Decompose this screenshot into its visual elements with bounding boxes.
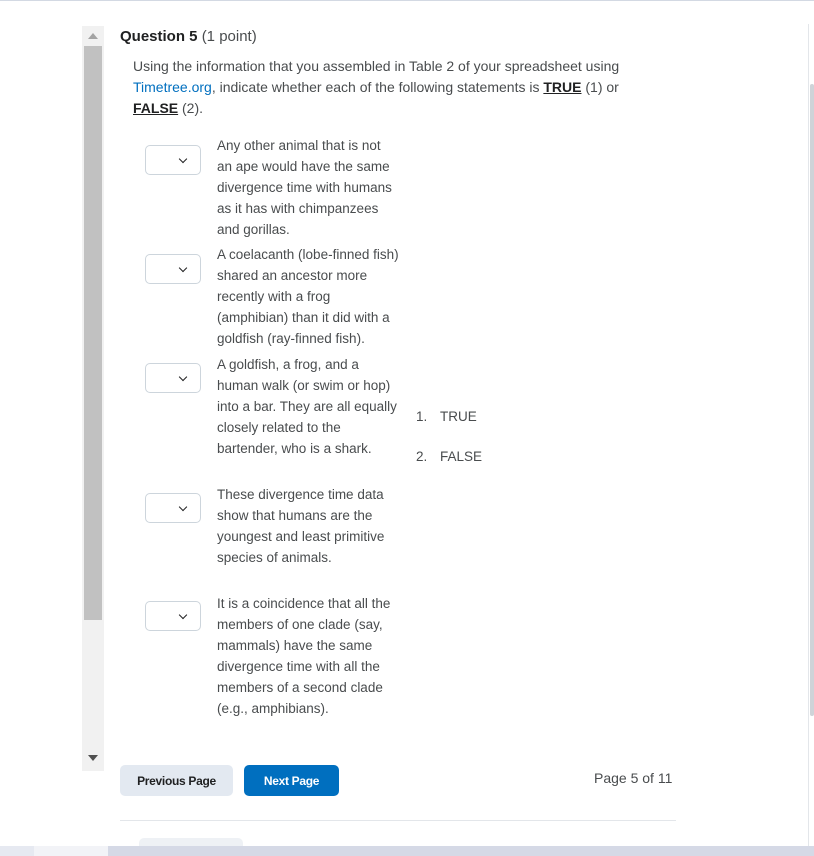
divider xyxy=(120,820,676,821)
answer-options-list xyxy=(416,406,482,486)
question-points: (1 point) xyxy=(201,28,257,45)
answer-select[interactable] xyxy=(145,493,201,523)
chevron-down-icon xyxy=(179,372,187,380)
timetree-link[interactable]: Timetree.org xyxy=(133,79,212,95)
taskbar-segment xyxy=(0,846,34,856)
answer-option xyxy=(416,406,482,446)
chevron-down-icon xyxy=(179,154,187,162)
scroll-down-button[interactable] xyxy=(82,748,104,768)
arrow-up-icon xyxy=(88,33,98,39)
scrollbar-thumb[interactable] xyxy=(84,46,102,620)
chevron-down-icon xyxy=(179,502,187,510)
statement-text: It is a coincidence that all the members of one clade (say, mammals) have the same divergence time with all the members of a second clade (e.g., amphibians). xyxy=(217,596,391,716)
question-number: Question 5 xyxy=(120,28,198,45)
question-prompt xyxy=(133,56,653,119)
chevron-down-icon xyxy=(179,610,187,618)
false-label: FALSE xyxy=(133,100,179,116)
option-number: 2. xyxy=(416,449,428,464)
scroll-up-button[interactable] xyxy=(82,26,104,46)
arrow-down-icon xyxy=(88,755,98,761)
bottom-taskbar xyxy=(0,846,814,856)
option-label: FALSE xyxy=(440,449,483,464)
prompt-text-2: , indicate whether each of the following statements is xyxy=(211,79,544,95)
answer-select[interactable] xyxy=(145,254,201,284)
statement-text: A coelacanth (lobe-finned fish) shared an ancestor more recently with a frog (amphibian) than it did with a goldfish (ray-finned fish). xyxy=(217,247,399,346)
answer-select[interactable] xyxy=(145,363,201,393)
next-page-button[interactable]: Next Page xyxy=(244,765,339,796)
answer-select[interactable] xyxy=(145,145,201,175)
answer-select[interactable] xyxy=(145,601,201,631)
page-scrollbar-thumb[interactable] xyxy=(810,84,814,716)
statement-text: Any other animal that is not an ape would have the same divergence time with humans as it has with chimpanzees and gorillas. xyxy=(217,138,392,237)
false-num: (2). xyxy=(178,100,204,116)
statement-text: These divergence time data show that humans are the youngest and least primitive species of animals. xyxy=(217,487,385,565)
answer-option xyxy=(416,446,482,486)
statement-text: A goldfish, a frog, and a human walk (or swim or hop) into a bar. They are all equally closely related to the bartender, who is a shark. xyxy=(217,357,397,456)
true-num: (1) or xyxy=(581,79,619,95)
question-title xyxy=(120,28,257,45)
top-border xyxy=(0,0,814,1)
chevron-down-icon xyxy=(179,263,187,271)
taskbar-segment xyxy=(34,846,108,856)
option-number: 1. xyxy=(416,409,428,424)
prompt-text-1: Using the information that you assembled in Table 2 of your spreadsheet using xyxy=(133,58,620,74)
true-label: TRUE xyxy=(543,79,582,95)
option-label: TRUE xyxy=(440,409,477,424)
previous-page-button[interactable]: Previous Page xyxy=(120,765,233,796)
page-status: Page 5 of 11 xyxy=(594,770,673,786)
